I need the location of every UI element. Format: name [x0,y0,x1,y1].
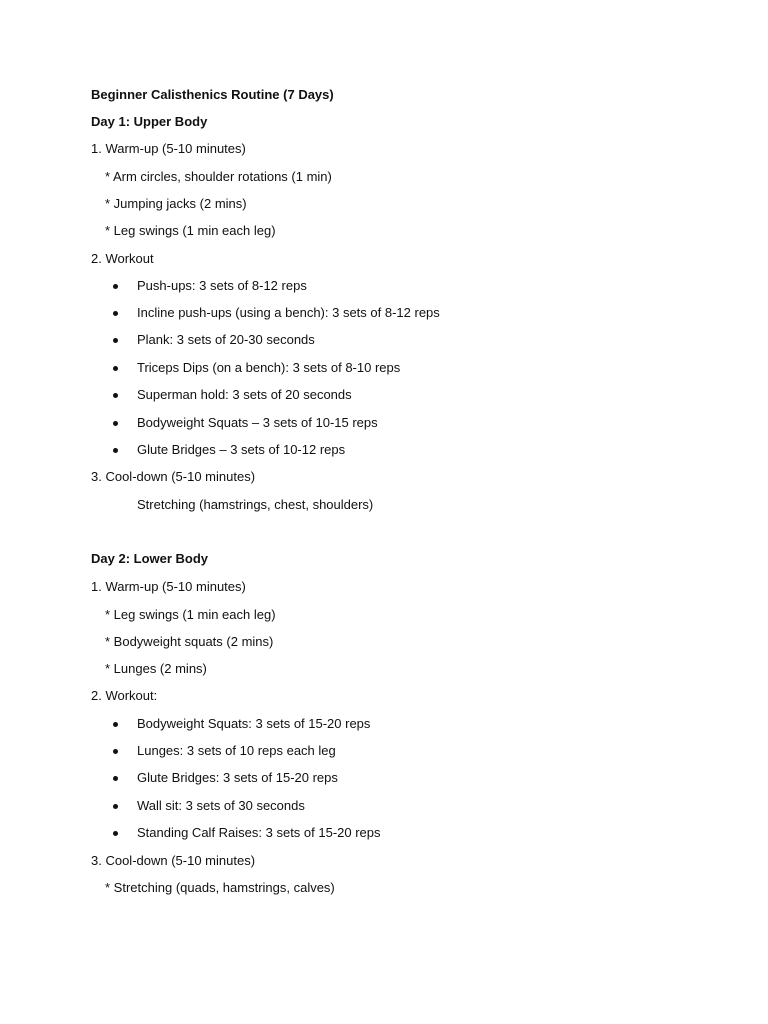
bullet-icon [113,366,118,371]
day2-workout-heading: 2. Workout: [91,688,158,703]
bullet-icon [113,804,118,809]
day1-heading: Day 1: Upper Body [91,114,208,129]
day1-cooldown-item: Stretching (hamstrings, chest, shoulders) [137,497,374,512]
day1-warmup-item: * Arm circles, shoulder rotations (1 min) [105,169,332,184]
bullet-icon [113,393,118,398]
day1-workout-item: Push-ups: 3 sets of 8-12 reps [137,278,307,293]
bullet-icon [113,722,118,727]
bullet-icon [113,421,118,426]
day2-warmup-item: * Lunges (2 mins) [105,661,207,676]
bullet-icon [113,284,118,289]
bullet-icon [113,776,118,781]
day2-warmup-item: * Bodyweight squats (2 mins) [105,634,274,649]
bullet-icon [113,448,118,453]
day2-workout-item: Glute Bridges: 3 sets of 15-20 reps [137,770,338,785]
bullet-icon [113,831,118,836]
day1-warmup-item: * Leg swings (1 min each leg) [105,223,276,238]
day2-workout-item: Bodyweight Squats: 3 sets of 15-20 reps [137,716,371,731]
day2-workout-item: Wall sit: 3 sets of 30 seconds [137,798,305,813]
day1-workout-heading: 2. Workout [91,251,154,266]
day1-workout-item: Bodyweight Squats – 3 sets of 10-15 reps [137,415,378,430]
day1-workout-item: Plank: 3 sets of 20-30 seconds [137,332,315,347]
day1-warmup-item: * Jumping jacks (2 mins) [105,196,247,211]
day1-workout-item: Glute Bridges – 3 sets of 10-12 reps [137,442,346,457]
day1-workout-item: Triceps Dips (on a bench): 3 sets of 8-10 reps [137,360,401,375]
day1-cooldown-heading: 3. Cool-down (5-10 minutes) [91,469,256,484]
day2-workout-item: Lunges: 3 sets of 10 reps each leg [137,743,336,758]
day1-workout-item: Superman hold: 3 sets of 20 seconds [137,387,352,402]
day2-warmup-item: * Leg swings (1 min each leg) [105,607,276,622]
day2-cooldown-heading: 3. Cool-down (5-10 minutes) [91,853,256,868]
day1-warmup-heading: 1. Warm-up (5-10 minutes) [91,141,246,156]
day2-cooldown-item: * Stretching (quads, hamstrings, calves) [105,880,335,895]
document-title: Beginner Calisthenics Routine (7 Days) [91,87,334,102]
bullet-icon [113,311,118,316]
bullet-icon [113,749,118,754]
day2-heading: Day 2: Lower Body [91,551,209,566]
day1-workout-item: Incline push-ups (using a bench): 3 sets of 8-12 reps [137,305,440,320]
day2-workout-item: Standing Calf Raises: 3 sets of 15-20 reps [137,825,381,840]
day2-warmup-heading: 1. Warm-up (5-10 minutes) [91,579,246,594]
bullet-icon [113,338,118,343]
